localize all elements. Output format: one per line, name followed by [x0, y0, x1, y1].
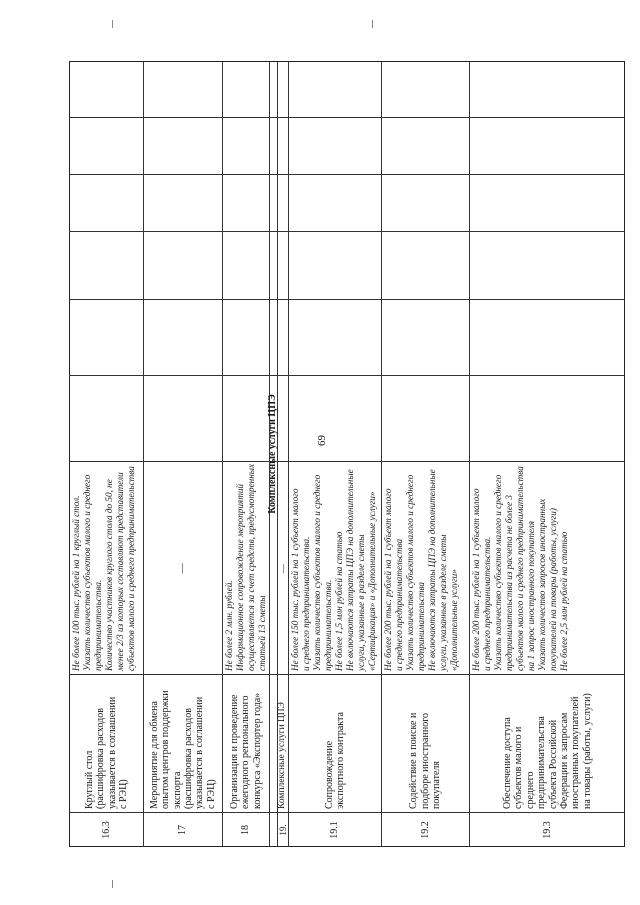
name-line: подборе иностранного	[419, 712, 431, 809]
row-number: 19.	[277, 824, 288, 836]
name-line: ежегодного регионального	[240, 695, 252, 809]
desc-line: Не более 150 тыс. рублей на 1 субъект малого	[290, 488, 300, 671]
name-line: Содействие в поиске и	[408, 712, 420, 809]
name-line: указывается в соглашении	[106, 696, 118, 809]
name-line: указывается в соглашении	[194, 696, 206, 809]
name-line: на товары (работы, услуги)	[581, 693, 593, 809]
row-description	[222, 462, 269, 675]
row-number: 19.3	[541, 821, 553, 839]
desc-line: Указать количество субъектов малого и среднего	[312, 474, 322, 671]
row-description	[69, 462, 143, 675]
row-number: 18	[240, 825, 251, 835]
row-number: 19.1	[329, 821, 340, 839]
desc-line: услуги, указанные в разделе сметы	[438, 534, 448, 671]
desc-line: на 1 запрос иностранного покупателя	[526, 520, 536, 671]
table-row	[469, 61, 625, 847]
name-line: субъектов малого и	[513, 726, 525, 809]
name-line: Мероприятие для обмена	[148, 701, 160, 809]
row-number: 19.2	[419, 821, 431, 839]
row-name	[469, 675, 625, 813]
row-number: 17	[177, 825, 188, 835]
name-line: Организация и проведение	[228, 694, 240, 809]
desc-line: Количество участников круглого стола до 50, не	[104, 479, 114, 671]
name-line: (расшифровка расходов	[183, 708, 194, 809]
desc-line: статьей 13 сметы	[257, 595, 267, 671]
name-line: опытом центров поддержки	[160, 690, 172, 809]
desc-line: субъектов малого и среднего предпринимательства	[515, 466, 525, 671]
row-name	[222, 675, 269, 813]
name-line: Круглый стол	[83, 750, 95, 809]
table-row	[143, 61, 222, 847]
row-name	[381, 675, 469, 813]
name-line: Сопровождение	[323, 740, 335, 809]
scan-mark	[112, 880, 113, 888]
table-row	[222, 61, 269, 847]
name-line: (расшифровка расходов	[95, 708, 107, 809]
desc-line: менее 2/3 из которых составляют представители	[115, 472, 125, 671]
name-line: экспорта	[171, 771, 183, 809]
name-line: покупателя	[431, 761, 443, 809]
desc-line: «Сертификация» и «Дополнительные услуги»	[367, 491, 377, 671]
name-line: среднего	[524, 771, 536, 809]
desc-line: и среднего предпринимательства.	[482, 536, 492, 671]
desc-line: предпринимательства.	[323, 579, 333, 671]
name-line: с РЭЦ)	[117, 779, 129, 809]
page-number: 69	[316, 435, 328, 446]
row-number: 16.3	[100, 821, 112, 839]
name-line: экспортного контракта	[335, 712, 346, 809]
desc-line: осуществляется за счет средств, предусмотренных	[246, 463, 256, 671]
desc-line: Указать количество субъектов малого и среднего	[82, 474, 92, 671]
row-description	[381, 462, 469, 675]
desc-line: Указать количество субъектов малого и среднего	[493, 474, 503, 671]
name-line: субъекта Российской	[547, 719, 559, 809]
row-name	[143, 675, 222, 813]
desc-line: Не более 2 млн. рублей.	[224, 580, 234, 671]
name-line: иностранных покупателей	[570, 696, 582, 809]
desc-line: Не включаются затраты ЦПЭ на дополнительные	[345, 469, 355, 671]
desc-line: Указать количество субъектов малого и среднего	[405, 474, 415, 671]
row-name	[277, 675, 288, 813]
table-row	[277, 61, 288, 847]
desc-line: Не включаются затраты ЦПЭ на дополнительные	[427, 469, 437, 671]
scan-mark	[372, 20, 373, 28]
desc-line: предпринимательства.	[93, 579, 103, 671]
desc-line: предпринимательства	[416, 582, 426, 671]
desc-line: Не более 1,5 млн рублей на статью	[334, 531, 344, 671]
section-header: Комплексные услуги ЦПЭ	[267, 394, 278, 514]
desc-line: Указать количество запросов иностранных	[537, 498, 547, 671]
desc-line: и среднего предпринимательства	[394, 538, 404, 671]
table-row	[381, 61, 469, 847]
estimate-table	[69, 61, 625, 847]
desc-line: Не более 200 тыс. рублей на 1 субъект малого	[471, 488, 481, 671]
table-row	[69, 61, 143, 847]
row-empty-dash: —	[277, 564, 288, 573]
row-description	[288, 462, 381, 675]
name-line: предпринимательства	[536, 716, 548, 809]
name-line: Федерации к запросам	[558, 712, 570, 809]
name-line: Обеспечение доступа	[501, 717, 513, 809]
desc-line: Информационное сопровождение мероприятий	[235, 483, 245, 671]
name-line: Комплексные услуги ЦПЭ	[277, 702, 287, 809]
desc-line: Не более 100 тыс. рублей на 1 круглый стол.	[71, 495, 81, 671]
scan-mark	[112, 20, 113, 28]
desc-line: Не более 2,5 млн рублей на статью	[559, 531, 569, 671]
desc-line: Не более 200 тыс. рублей на 1 субъект малого	[383, 488, 393, 671]
desc-line: субъектов малого и среднего предпринимательства	[126, 466, 136, 671]
name-line: с РЭЦ)	[205, 779, 217, 809]
row-name	[288, 675, 381, 813]
row-empty-dash: —	[177, 563, 188, 574]
row-name	[69, 675, 143, 813]
desc-line: и среднего предпринимательства.	[301, 536, 311, 671]
row-description	[469, 462, 625, 675]
desc-line: предпринимательства из расчета не более 3	[504, 495, 514, 671]
desc-line: покупателей на товары (работы, услуги)	[548, 508, 558, 671]
desc-line: услуги, указанные в разделе сметы	[356, 534, 366, 671]
table-row	[288, 61, 381, 847]
desc-line: «Дополнительные услуги»	[449, 569, 459, 671]
name-line: конкурса «Экспортер года»	[251, 692, 263, 809]
